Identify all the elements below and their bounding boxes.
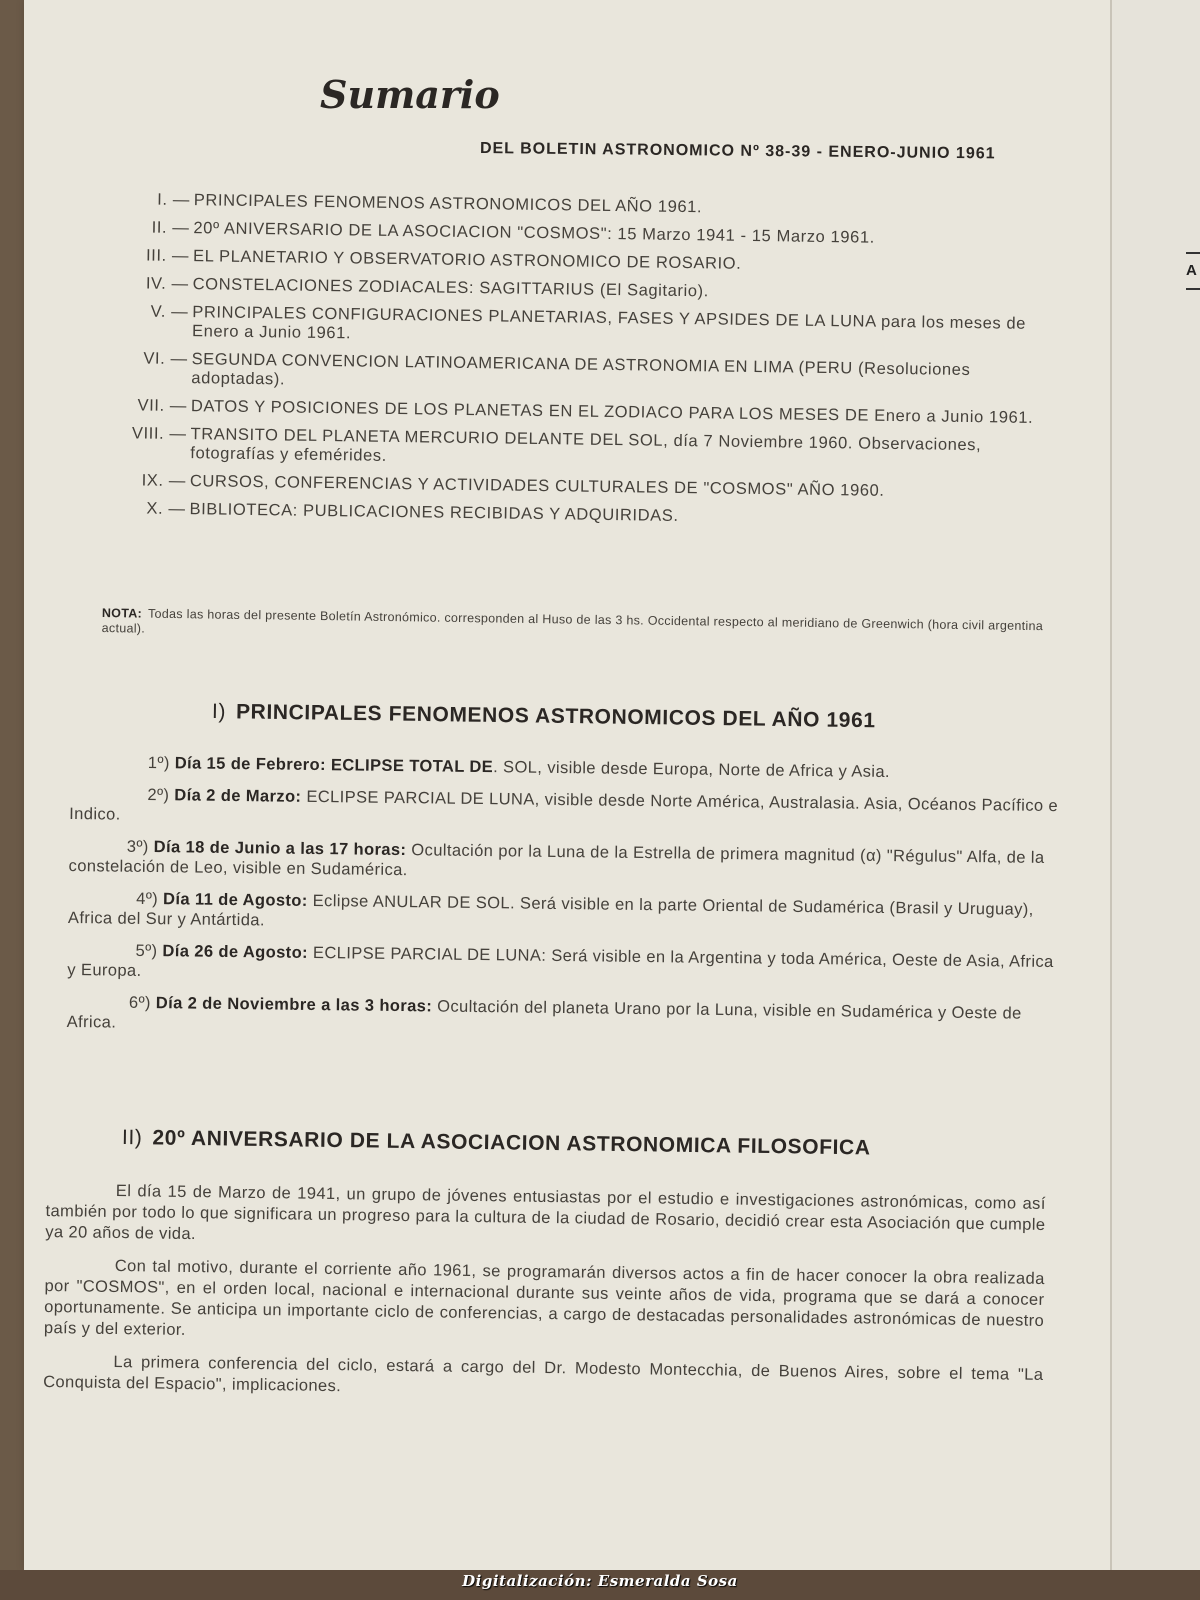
- adjacent-page-edge: [1110, 0, 1200, 1600]
- event-date: Día 2 de Marzo:: [174, 786, 302, 806]
- digitization-watermark: Digitalización: Esmeralda Sosa: [462, 1572, 738, 1590]
- event-number: 1º): [147, 753, 170, 773]
- event-number: 3º): [126, 837, 149, 856]
- event-date: Día 15 de Febrero: ECLIPSE TOTAL DE: [174, 754, 494, 777]
- adjacent-page-rule-top: [1186, 252, 1200, 254]
- note-text: Todas las horas del presente Boletín Astronómico. corresponden al Huso de las 3 hs. Occidental respecto al meridiano de Greenwich (hora civil argentina actual).: [101, 606, 1044, 636]
- toc-number: X. —: [146, 499, 186, 519]
- toc-item: [108, 302, 1058, 353]
- toc-text: BIBLIOTECA: PUBLICACIONES RECIBIDAS Y ADQUIRIDAS.: [189, 500, 679, 525]
- event-date: Día 18 de Junio a las 17 horas:: [153, 838, 407, 860]
- event-item: [67, 992, 1057, 1044]
- toc-text: EL PLANETARIO Y OBSERVATORIO ASTRONOMICO DE ROSARIO.: [192, 247, 742, 273]
- toc-number: VIII. —: [131, 424, 187, 444]
- toc-text: DATOS Y POSICIONES DE LOS PLANETAS EN EL ZODIACO PARA LOS MESES DE Enero a Junio 1961.: [190, 397, 1034, 427]
- toc-item: [107, 396, 1057, 428]
- section-1-roman: I): [211, 700, 227, 724]
- toc-number: III. —: [145, 246, 190, 266]
- toc-number: IV. —: [145, 274, 189, 294]
- section-2-body: [43, 1180, 1046, 1419]
- event-text: ECLIPSE PARCIAL DE LUNA, visible desde Norte América, Australasia. Asia, Océanos Pacífico e Indico.: [69, 787, 1059, 824]
- toc-item: [106, 424, 1056, 475]
- toc-item: [109, 274, 1059, 306]
- toc-number: I. —: [157, 190, 190, 210]
- toc-text: CURSOS, CONFERENCIAS Y ACTIVIDADES CULTURALES DE "COSMOS" AÑO 1960.: [189, 472, 885, 500]
- event-item: [68, 836, 1058, 888]
- section-2-title: 20º ANIVERSARIO DE LA ASOCIACION ASTRONOMICA FILOSOFICA: [152, 1126, 871, 1160]
- event-list: [66, 752, 1059, 1056]
- toc-item: [105, 499, 1055, 531]
- paragraph: La primera conferencia del ciclo, estará a cargo del Dr. Modesto Montecchia, de Buenos Aires, sobre el tema "La Conquista del Espacio", implicaciones.: [43, 1352, 1044, 1396]
- toc-text: TRANSITO DEL PLANETA MERCURIO DELANTE DEL SOL, día 7 Noviembre 1960. Observaciones, fotografías y efemérides.: [190, 425, 982, 465]
- event-item: [69, 784, 1059, 836]
- event-text: . SOL, visible desde Europa, Norte de Africa y Asia.: [493, 758, 891, 782]
- toc-number: IX. —: [141, 471, 187, 491]
- toc-text: PRINCIPALES CONFIGURACIONES PLANETARIAS, FASES Y APSIDES DE LA LUNA para los meses de Enero a Junio 1961.: [191, 303, 1027, 343]
- event-date: Día 2 de Noviembre a las 3 horas:: [155, 994, 433, 1016]
- event-number: 2º): [147, 785, 170, 805]
- toc-item: [109, 218, 1059, 250]
- summary-title: Sumario: [320, 72, 500, 117]
- toc-item: [109, 246, 1059, 278]
- event-date: Día 26 de Agosto:: [162, 942, 309, 962]
- toc-number: II. —: [151, 218, 190, 238]
- event-date: Día 11 de Agosto:: [162, 890, 308, 910]
- adjacent-page-rule-bottom: [1186, 288, 1200, 290]
- toc-number: VI. —: [143, 349, 188, 369]
- event-number: 4º): [136, 889, 159, 909]
- table-of-contents: [105, 190, 1060, 540]
- event-text: ECLIPSE PARCIAL DE LUNA: Será visible en la Argentina y toda América, Oeste de Asia, Africa y Europa.: [67, 943, 1054, 980]
- event-item: [68, 888, 1058, 940]
- section-2-roman: II): [121, 1126, 143, 1150]
- toc-item: [106, 471, 1056, 503]
- event-text: Ocultación del planeta Urano por la Luna, visible en Sudamérica y Oeste de Africa.: [66, 997, 1022, 1032]
- toc-text: PRINCIPALES FENOMENOS ASTRONOMICOS DEL AÑO 1961.: [193, 191, 703, 217]
- toc-text: CONSTELACIONES ZODIACALES: SAGITTARIUS (El Sagitario).: [192, 275, 709, 301]
- bulletin-subtitle: DEL BOLETIN ASTRONOMICO Nº 38-39 - ENERO-JUNIO 1961: [479, 140, 996, 163]
- event-item: [67, 940, 1057, 992]
- event-text: Ocultación por la Luna de la Estrella de primera magnitud (α) "Régulus" Alfa, de la constelación de Leo, visible en Sudamérica.: [68, 841, 1045, 880]
- toc-text: SEGUNDA CONVENCION LATINOAMERICANA DE ASTRONOMIA EN LIMA (PERU (Resoluciones adoptadas).: [191, 350, 971, 389]
- event-number: 5º): [135, 941, 158, 961]
- toc-text: 20º ANIVERSARIO DE LA ASOCIACION "COSMOS": 15 Marzo 1941 - 15 Marzo 1961.: [193, 219, 876, 247]
- paragraph: Con tal motivo, durante el corriente año 1961, se programarán diversos actos a fin de hacer conocer la obra realizada por "COSMOS", en el orden local, nacional e internacional durante sus veinte años de vida, programa que se dará a conocer oportunamente. Se anticipa un importante ciclo de conferencias, a cargo de destacadas personalidades astronómicas de nuestro país y del exterior.: [43, 1256, 1045, 1339]
- toc-number: VII. —: [137, 396, 188, 416]
- toc-item: [107, 349, 1057, 400]
- section-1-title: PRINCIPALES FENOMENOS ASTRONOMICOS DEL AÑO 1961: [235, 700, 876, 733]
- note-label: NOTA:: [101, 606, 143, 621]
- toc-number: V. —: [150, 302, 189, 322]
- event-number: 6º): [128, 993, 151, 1013]
- adjacent-page-letter: A: [1186, 262, 1197, 279]
- event-text: Eclipse ANULAR DE SOL. Será visible en la parte Oriental de Sudamérica (Brasil y Uruguay), Africa del Sur y Antártida.: [67, 891, 1034, 930]
- paragraph: El día 15 de Marzo de 1941, un grupo de jóvenes entusiastas por el estudio e investigaciones astronómicas, como así también por todo lo que significara un progreso para la cultura de la ciudad de Rosario, decidió crear esta Asociación que cumple ya 20 años de vida.: [45, 1181, 1046, 1244]
